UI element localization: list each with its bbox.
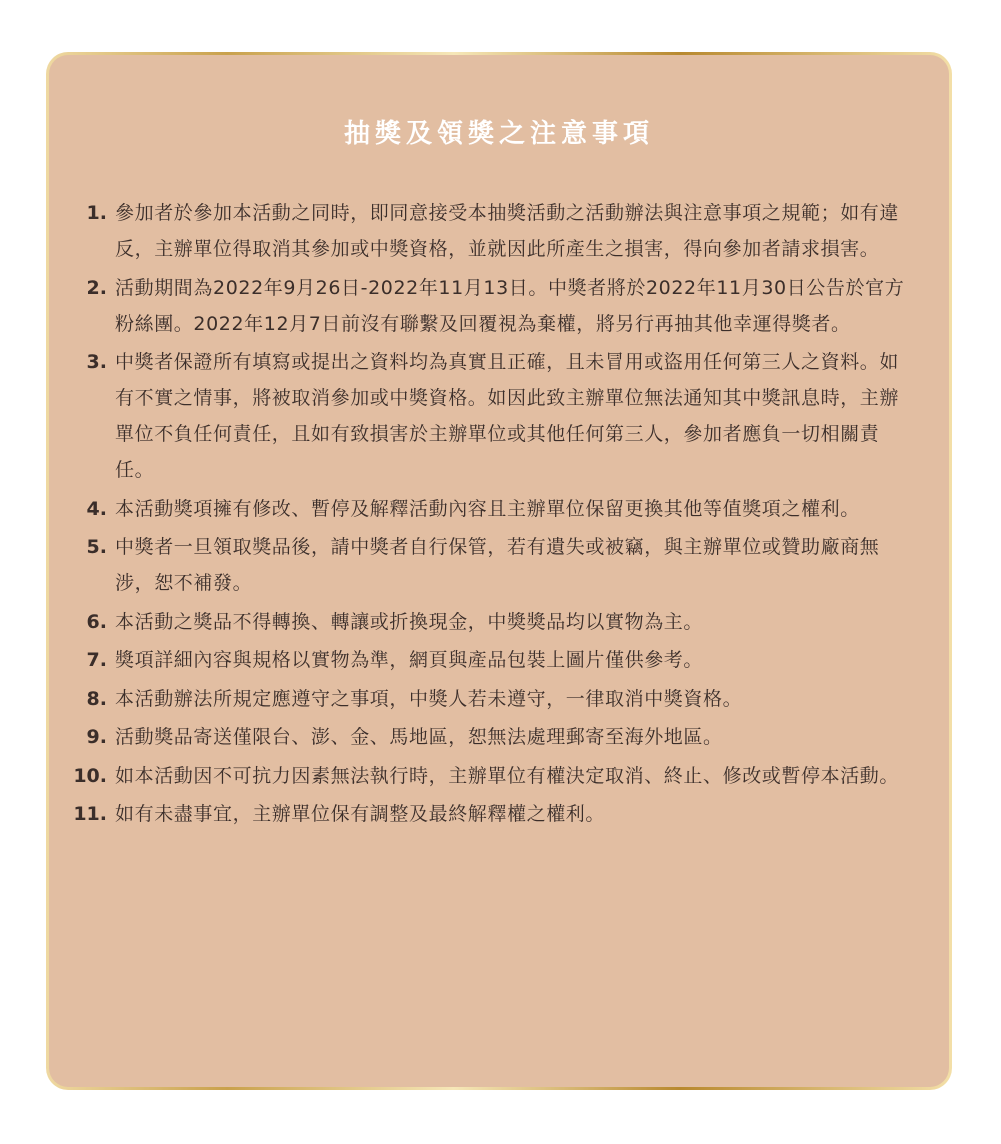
notice-title: 抽獎及領獎之注意事項 bbox=[343, 119, 654, 149]
notice-item-7 bbox=[49, 642, 949, 678]
item-number: 2. bbox=[86, 276, 107, 299]
notice-item-9 bbox=[49, 719, 949, 755]
item-text: 如有未盡事宜，主辦單位保有調整及最終解釋權之權利。 bbox=[115, 803, 606, 825]
item-text: 參加者於參加本活動之同時，即同意接受本抽獎活動之活動辦法與注意事項之規範；如有違反，主辦單位得取消其參加或中獎資格，並就因此所產生之損害，得向參加者請求損害。 bbox=[115, 202, 900, 260]
item-text: 本活動辦法所規定應遵守之事項，中獎人若未遵守，一律取消中獎資格。 bbox=[115, 687, 743, 710]
notice-item-11 bbox=[49, 796, 949, 832]
item-number: 3. bbox=[86, 351, 107, 373]
notice-item-6 bbox=[49, 604, 949, 640]
item-text: 如本活動因不可抗力因素無法執行時，主辦單位有權決定取消、終止、修改或暫停本活動。 bbox=[115, 764, 900, 787]
item-number: 4. bbox=[86, 497, 107, 520]
notice-item-1 bbox=[49, 195, 949, 267]
notice-list bbox=[49, 195, 949, 835]
item-number: 7. bbox=[86, 649, 107, 671]
item-number: 11. bbox=[73, 803, 107, 825]
notice-item-8 bbox=[49, 681, 949, 717]
item-text: 本活動之獎品不得轉換、轉讓或折換現金，中獎獎品均以實物為主。 bbox=[115, 610, 704, 633]
notice-item-2 bbox=[49, 270, 949, 342]
item-text: 活動期間為2022年9月26日-2022年11月13日。中獎者將於2022年11月30日公告於官方粉絲團。2022年12月7日前沒有聯繫及回覆視為棄權，將另行再抽其他幸運得獎者。 bbox=[115, 276, 905, 335]
item-text: 中獎者保證所有填寫或提出之資料均為真實且正確，且未冒用或盜用任何第三人之資料。如有不實之情事，將被取消參加或中獎資格。如因此致主辦單位無法通知其中獎訊息時，主辦單位不負任何責任，且如有致損害於主辦單位或其他任何第三人，參加者應負一切相關責任。 bbox=[115, 351, 900, 481]
item-text: 活動獎品寄送僅限台、澎、金、馬地區，恕無法處理郵寄至海外地區。 bbox=[115, 726, 723, 748]
item-text: 本活動獎項擁有修改、暫停及解釋活動內容且主辦單位保留更換其他等值獎項之權利。 bbox=[115, 497, 860, 520]
notice-card bbox=[49, 55, 949, 1087]
item-number: 6. bbox=[86, 610, 107, 633]
item-number: 1. bbox=[86, 202, 107, 224]
item-number: 10. bbox=[73, 764, 107, 787]
item-text: 中獎者一旦領取獎品後，請中獎者自行保管，若有遺失或被竊，與主辦單位或贊助廠商無涉，恕不補發。 bbox=[115, 536, 880, 594]
notice-item-4 bbox=[49, 491, 949, 527]
item-number: 9. bbox=[86, 726, 107, 748]
item-number: 5. bbox=[86, 536, 107, 558]
notice-item-10 bbox=[49, 758, 949, 794]
item-text: 獎項詳細內容與規格以實物為準，網頁與產品包裝上圖片僅供參考。 bbox=[115, 649, 704, 671]
notice-item-3 bbox=[49, 344, 949, 488]
notice-item-5 bbox=[49, 529, 949, 601]
item-number: 8. bbox=[86, 687, 107, 710]
